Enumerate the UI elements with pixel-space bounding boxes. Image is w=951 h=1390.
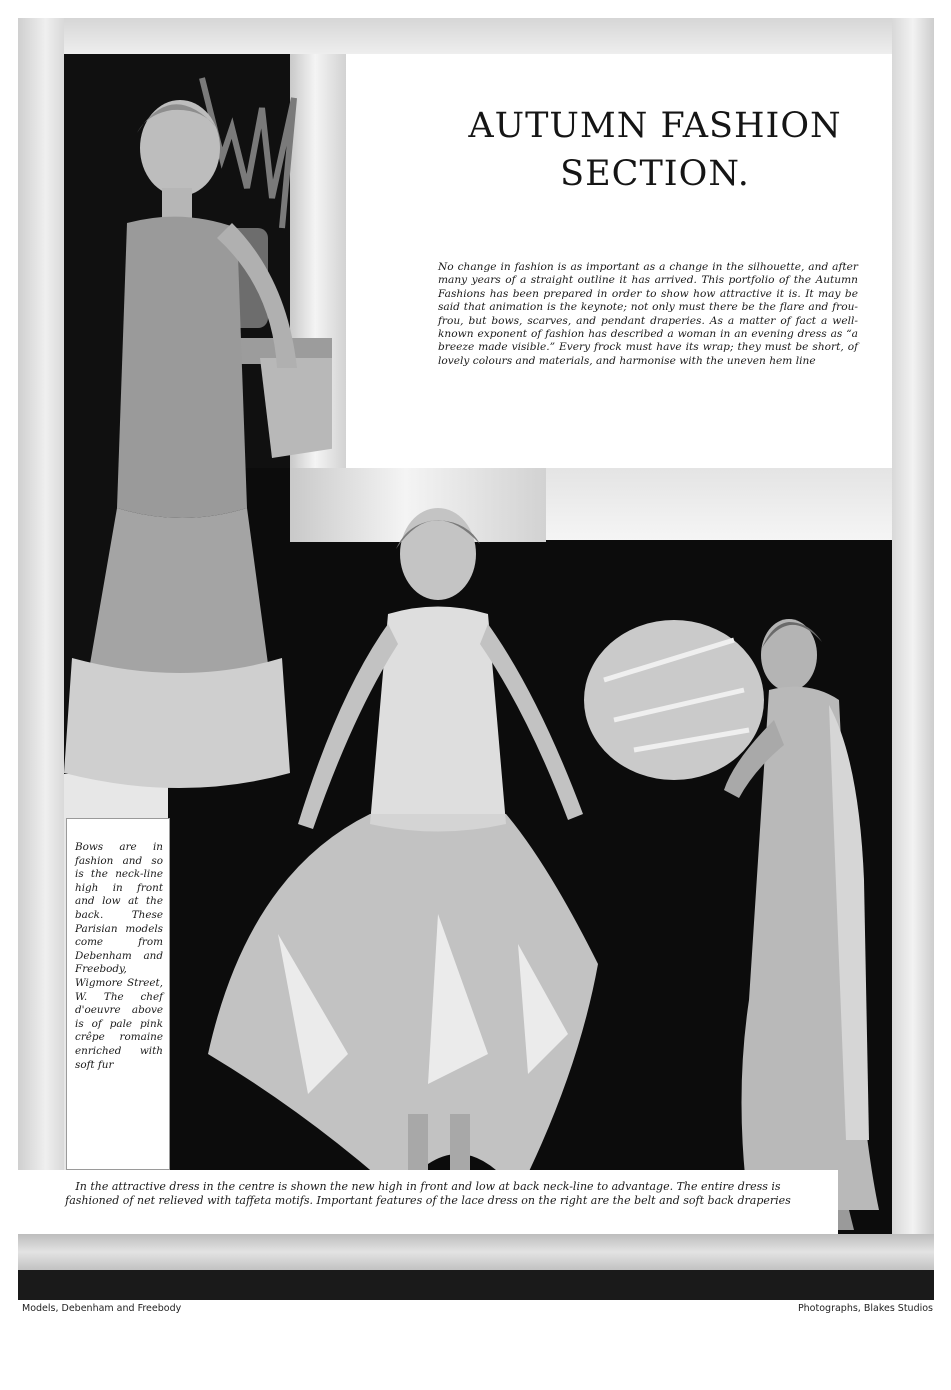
- center-model-illustration: [188, 494, 608, 1234]
- credit-models: Models, Debenham and Freebody: [22, 1303, 182, 1314]
- frame-right-border: [892, 18, 934, 1300]
- side-caption-text: Bows are in fashion and so is the neck-line high in front and low at the back. These Parisian models come from Debenham and Freebody, Wigmore Street, W. The chef d'oeuvre above is of pale pink crêpe romaine enriched with soft fur: [75, 841, 163, 1071]
- title-panel: [346, 54, 892, 468]
- page-title-line-1: AUTUMN FASHION: [468, 106, 842, 146]
- photo-center-model: [188, 494, 608, 1234]
- credit-photographs: Photographs, Blakes Studios: [797, 1303, 933, 1314]
- page-title-line-2: SECTION.: [560, 154, 750, 194]
- frame-bottom-border: [18, 1234, 934, 1270]
- magazine-page: [18, 18, 934, 1300]
- intro-paragraph: No change in fashion is as important as a change in the silhouette, and after many years of a straight outline it has arrived. This portfolio of the Autumn Fashions has been prepared in order to show how attractive it is. It may be said that animation is the keynote; not only must there be the flare and frou-frou, but bows, scarves, and pendant draperies. As a matter of fact a well-known exponent of fashion has described a woman in an evening dress as “a breeze made visible.” Every frock must have its wrap; they must be short, of lovely colours and materials, and harmonise with the uneven hem line: [438, 261, 858, 367]
- side-caption-box: [66, 818, 170, 1170]
- frame-bottom-band: [18, 1270, 934, 1300]
- right-model-illustration: [584, 580, 884, 1240]
- bottom-caption-text: In the attractive dress in the centre is shown the new high in front and low at back neck-line to advantage. The entire dress is fashioned of net relieved with taffeta motifs. Important features of the lace dress on the right are the belt and soft back draperies: [65, 1180, 791, 1207]
- photo-right-model: [584, 580, 884, 1240]
